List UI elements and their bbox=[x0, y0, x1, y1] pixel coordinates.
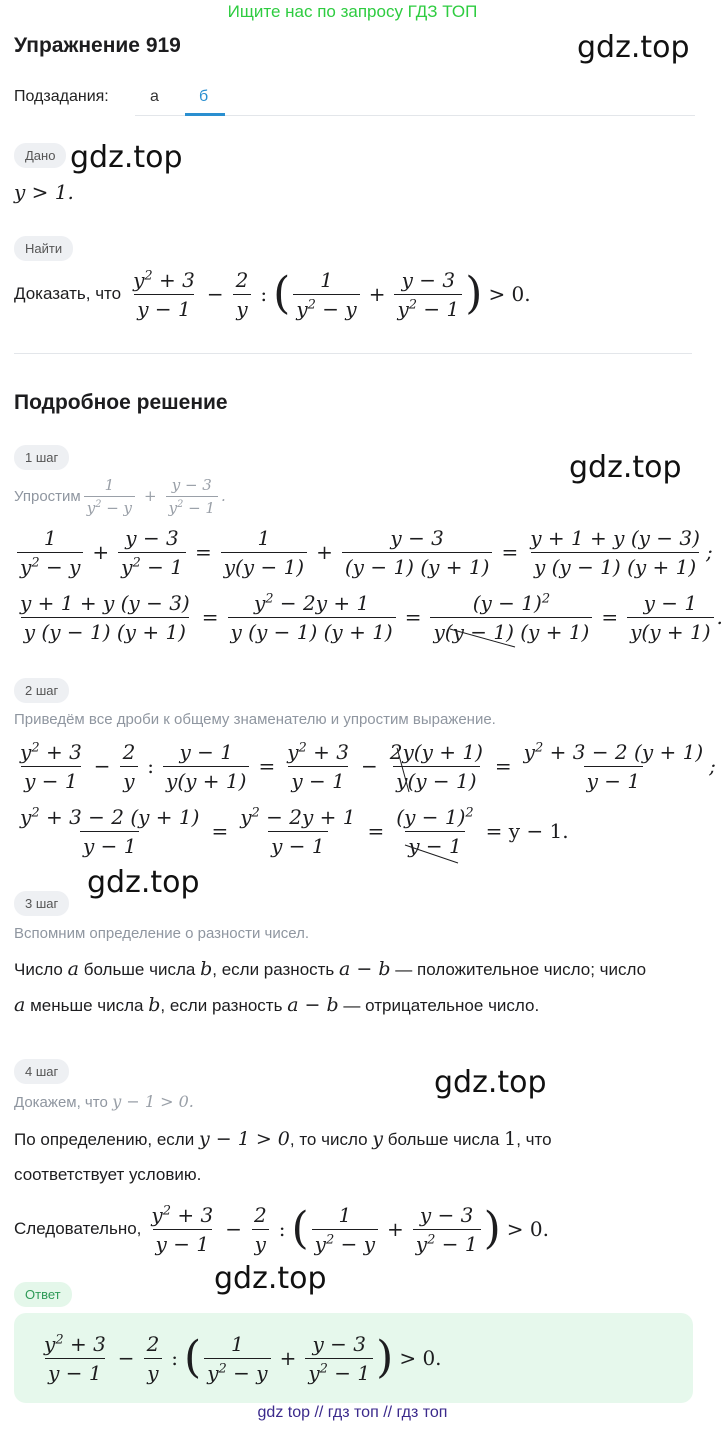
step-1-equation-1: $\frac{1}{y^2 - y}$ + $\frac{y - 3}{y^2 - 1}$ = $\frac{1}{y(y - 1)}$ + $\frac{y - 3}{(y - 1) (y + 1)}$ = $\frac{y + 1 + y (y - 3)}{y (y - 1) (y + 1)}$ ; bbox=[14, 522, 713, 582]
find-chip: Найти bbox=[14, 236, 73, 261]
step-3-chip: 3 шаг bbox=[14, 891, 69, 916]
section-divider bbox=[14, 353, 692, 354]
step-2-hint: Приведём все дроби к общему знаменателю и упростим выражение. bbox=[14, 711, 496, 728]
step-2-equation-1: $\frac{y^2 + 3}{y - 1}$ − $\frac{2}{y}$ : $\frac{y - 1}{y(y + 1)}$ = $\frac{y^2 + 3}{y - 1}$ − $\frac{2y(y + 1)}{y(y - 1)}$ = $\frac{y^2 + 3 - 2 (y + 1)}{y - 1}$ ; bbox=[14, 736, 716, 796]
watermark: gdz.top bbox=[70, 140, 183, 175]
find-statement: Доказать, что $\frac{y^2 + 3}{y - 1}$ − $\frac{2}{y}$ : ( $\frac{1}{y^2 - y}$ + $\frac{y - 3}{y^2 - 1}$ ) > 0. bbox=[14, 267, 531, 321]
step-1-chip: 1 шаг bbox=[14, 445, 69, 470]
step-1-equation-2: $\frac{y + 1 + y (y - 3)}{y (y - 1) (y + 1)}$ = $\frac{y^2 - 2y + 1}{y (y - 1) (y + 1)}$ = $\frac{(y - 1)^2}{y(y - 1) (y + 1)}$ = $\frac{y - 1}{y(y + 1)}$ . bbox=[14, 587, 723, 647]
step-2-equation-2: $\frac{y^2 + 3 - 2 (y + 1)}{y - 1}$ = $\frac{y^2 - 2y + 1}{y - 1}$ = $\frac{(y - 1)^2}{y - 1}$ = y − 1. bbox=[14, 800, 575, 862]
watermark: gdz.top bbox=[569, 450, 682, 485]
cancel-strike bbox=[387, 740, 487, 800]
step-3-hint: Вспомним определение о разности чисел. bbox=[14, 925, 310, 942]
subtasks-label: Подзадания: bbox=[14, 88, 109, 105]
cancel-strike bbox=[393, 805, 473, 867]
watermark: gdz.top bbox=[577, 30, 690, 65]
tab-a[interactable]: а bbox=[150, 88, 159, 105]
solution-title: Подробное решение bbox=[14, 391, 228, 414]
footer-links[interactable]: gdz top // гдз топ // гдз топ bbox=[257, 1404, 448, 1421]
given-expression: y > 1. bbox=[14, 180, 74, 204]
tab-active-indicator bbox=[185, 113, 225, 116]
step-4-hint: Докажем, что y − 1 > 0. bbox=[14, 1092, 194, 1111]
promo-banner[interactable]: Ищите нас по запросу ГДЗ ТОП bbox=[227, 2, 478, 21]
watermark: gdz.top bbox=[87, 865, 200, 900]
step-2-chip: 2 шаг bbox=[14, 678, 69, 703]
watermark: gdz.top bbox=[214, 1261, 327, 1296]
answer-expression: $\frac{y^2 + 3}{y - 1}$ − $\frac{2}{y}$ : ( $\frac{1}{y^2 - y}$ + $\frac{y - 3}{y^2 - 1}$ ) > 0. bbox=[44, 1331, 442, 1385]
tab-b[interactable]: б bbox=[199, 88, 209, 105]
step-1-hint: Упростим $\frac{1}{y^2 - y}$ + $\frac{y - 3}{y^2 - 1}$ . bbox=[14, 475, 226, 517]
page-title: Упражнение 919 bbox=[14, 34, 181, 57]
step-4-chip: 4 шаг bbox=[14, 1059, 69, 1084]
find-prefix: Доказать, что bbox=[14, 284, 122, 303]
watermark: gdz.top bbox=[434, 1065, 547, 1100]
step-4-conclusion: Следовательно, $\frac{y^2 + 3}{y - 1}$ − $\frac{2}{y}$ : ( $\frac{1}{y^2 - y}$ + $\frac{y - 3}{y^2 - 1}$ ) > 0. bbox=[14, 1202, 549, 1256]
cancel-strike bbox=[430, 591, 580, 651]
given-chip: Дано bbox=[14, 143, 66, 168]
step-4-text-2: соответствует условию. bbox=[14, 1165, 202, 1184]
answer-chip: Ответ bbox=[14, 1282, 72, 1307]
step-3-text-line-1: Число a больше числа b, если разность a − b — положительное число; число bbox=[14, 958, 647, 980]
step-3-text-line-2: a меньше числа b, если разность a − b — отрицательное число. bbox=[14, 994, 540, 1016]
step-4-text-1: По определению, если y − 1 > 0, то число y больше числа 1, что bbox=[14, 1128, 552, 1150]
